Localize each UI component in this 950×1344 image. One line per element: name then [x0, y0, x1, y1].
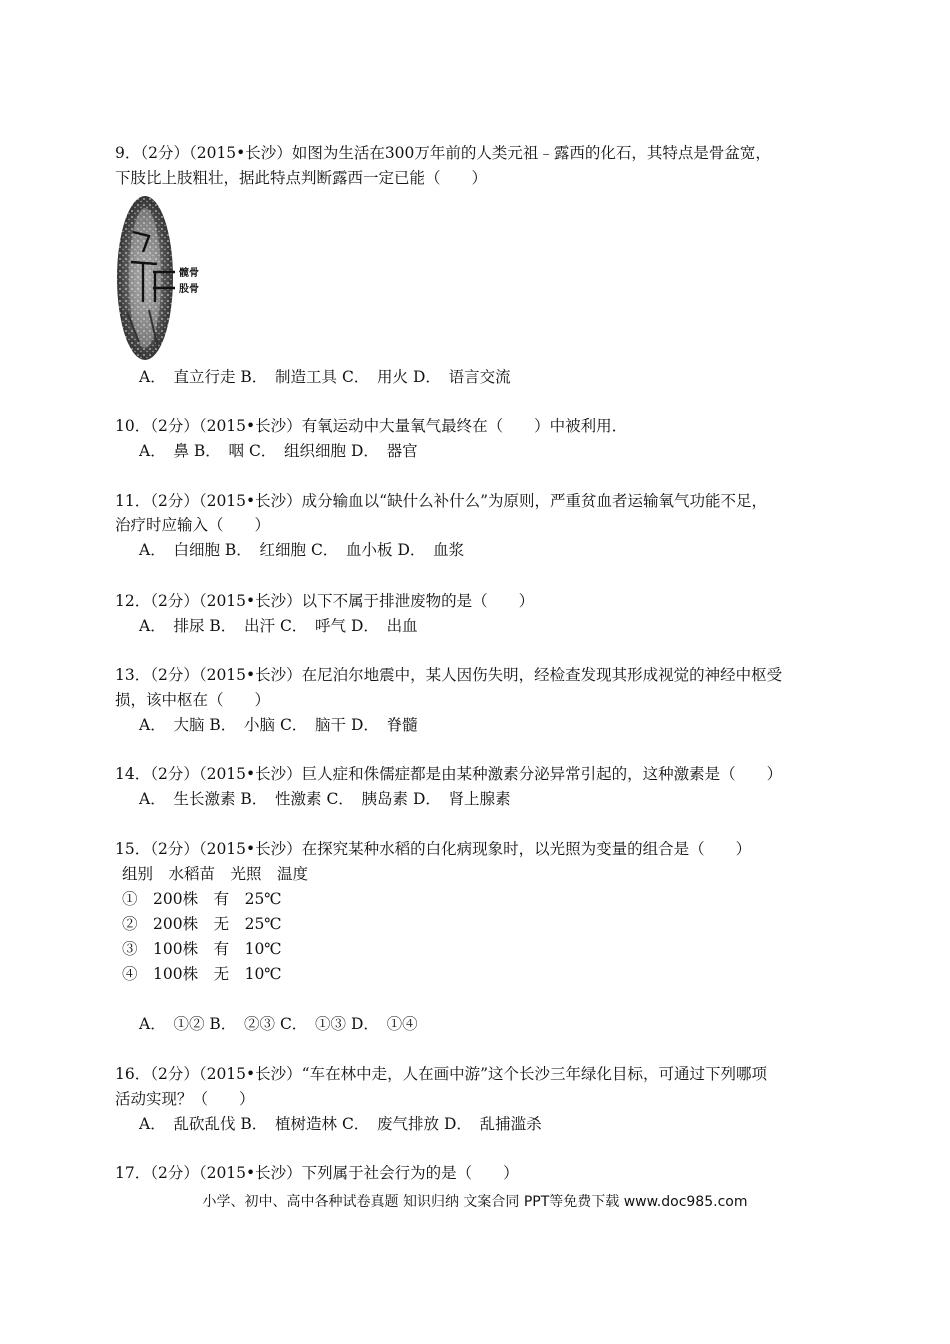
q15-options: A． ①② B． ②③ C． ①③ D． ①④ — [139, 1015, 418, 1033]
q9-options: A． 直立行走 B． 制造工具 C． 用火 D． 语言交流 — [139, 368, 511, 386]
q13-line1: 13．（2分）（2015•长沙）在尼泊尔地震中，某人因伤失明，经检查发现其形成视觉的神经中枢受 — [115, 666, 783, 684]
fossil-label-femur: 股骨 — [179, 284, 199, 295]
q13-options: A． 大脑 B． 小脑 C． 脑干 D． 脊髓 — [139, 716, 418, 734]
q16-options: A． 乱砍乱伐 B． 植树造林 C． 废气排放 D． 乱捕滥杀 — [139, 1115, 542, 1133]
q14-options: A． 生长激素 B． 性激素 C． 胰岛素 D． 肾上腺素 — [139, 790, 511, 808]
q14-line1: 14．（2分）（2015•长沙）巨人症和侏儒症都是由某种激素分泌异常引起的，这种激素是（ ） — [115, 765, 783, 783]
q9-line1: 9．（2分）（2015•长沙）如图为生活在300万年前的人类元祖﹣露西的化石，其特点是骨盆宽， — [115, 144, 771, 162]
q11-options: A． 白细胞 B． 红细胞 C． 血小板 D． 血浆 — [139, 541, 465, 559]
q15-table-row: ④ 100株 无 10℃ — [122, 965, 282, 983]
q15-line1: 15．（2分）（2015•长沙）在探究某种水稻的白化病现象时，以光照为变量的组合是（ ） — [115, 840, 752, 858]
q16-line1: 16．（2分）（2015•长沙）“车在林中走，人在画中游”这个长沙三年绿化目标，可通过下列哪项 — [115, 1065, 768, 1083]
fossil-label-hip: 髋骨 — [179, 268, 199, 279]
q11-line2: 治疗时应输入（ ） — [115, 516, 271, 534]
q15-table-row: ① 200株 有 25℃ — [122, 890, 282, 908]
q12-line1: 12．（2分）（2015•长沙）以下不属于排泄废物的是（ ） — [115, 592, 535, 610]
q11-line1: 11．（2分）（2015•长沙）成分输血以“缺什么补什么”为原则，严重贫血者运输氧气功能不足， — [115, 492, 768, 510]
q16-line2: 活动实现？（ ） — [115, 1090, 255, 1108]
q15-table-row: ③ 100株 有 10℃ — [122, 940, 282, 958]
page-footer: 小学、初中、高中各种试卷真题 知识归纳 文案合同 PPT等免费下载 www.doc985.com — [202, 1194, 748, 1210]
q15-table-row: ② 200株 无 25℃ — [122, 915, 282, 933]
q12-options: A． 排尿 B． 出汗 C． 呼气 D． 出血 — [139, 617, 418, 635]
q10-options: A． 鼻 B． 咽 C． 组织细胞 D． 器官 — [139, 442, 418, 460]
q15-table-header: 组别 水稻苗 光照 温度 — [122, 865, 309, 883]
lucy-fossil-figure — [113, 192, 225, 362]
q13-line2: 损，该中枢在（ ） — [115, 691, 271, 709]
q10-line1: 10．（2分）（2015•长沙）有氧运动中大量氧气最终在（ ）中被利用． — [115, 417, 628, 435]
q9-line2: 下肢比上肢粗壮，据此特点判断露西一定已能（ ） — [115, 169, 488, 187]
q17-line1: 17．（2分）（2015•长沙）下列属于社会行为的是（ ） — [115, 1164, 519, 1182]
